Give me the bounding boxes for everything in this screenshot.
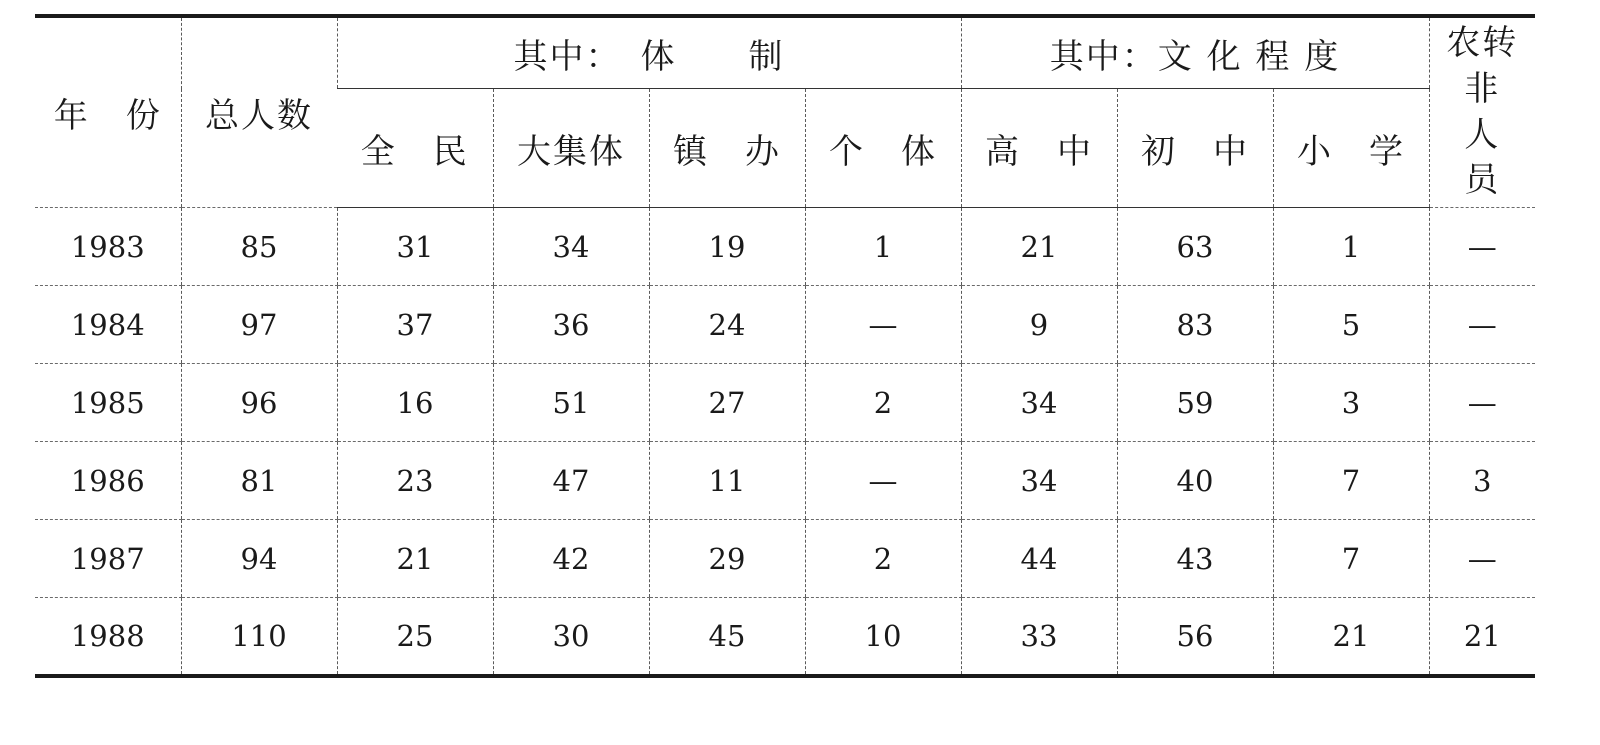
cell-zhenban: 24 <box>649 286 805 364</box>
cell-quanmin: 16 <box>337 364 493 442</box>
cell-quanmin: 37 <box>337 286 493 364</box>
cell-zhenban: 19 <box>649 208 805 286</box>
header-nonfarm-line1: 农转非 <box>1446 22 1519 109</box>
cell-year: 1987 <box>35 520 181 598</box>
cell-quanmin: 21 <box>337 520 493 598</box>
cell-dajiti: 36 <box>493 286 649 364</box>
header-total: 总人数 <box>181 16 337 208</box>
header-group-education: 其中：文 化 程 度 <box>961 16 1429 89</box>
header-chuzhong: 初 中 <box>1117 89 1273 208</box>
cell-nonfarm: 21 <box>1429 598 1535 676</box>
table-row <box>35 364 1535 442</box>
cell-total: 97 <box>181 286 337 364</box>
cell-zhenban: 29 <box>649 520 805 598</box>
table-row <box>35 286 1535 364</box>
cell-quanmin: 31 <box>337 208 493 286</box>
cell-gaozhong: 33 <box>961 598 1117 676</box>
cell-total: 96 <box>181 364 337 442</box>
cell-year: 1984 <box>35 286 181 364</box>
cell-chuzhong: 83 <box>1117 286 1273 364</box>
cell-geti: 2 <box>805 520 961 598</box>
cell-nonfarm: — <box>1429 364 1535 442</box>
cell-gaozhong: 34 <box>961 442 1117 520</box>
cell-dajiti: 51 <box>493 364 649 442</box>
header-nonfarm-line2: 人 员 <box>1464 114 1537 201</box>
table-row <box>35 520 1535 598</box>
header-xiaoxue: 小 学 <box>1273 89 1429 208</box>
cell-quanmin: 23 <box>337 442 493 520</box>
cell-geti: 1 <box>805 208 961 286</box>
table-body <box>35 208 1535 676</box>
header-zhenban: 镇 办 <box>649 89 805 208</box>
cell-quanmin: 25 <box>337 598 493 676</box>
header-group-system: 其中： 体 制 <box>337 16 961 89</box>
cell-zhenban: 45 <box>649 598 805 676</box>
cell-xiaoxue: 3 <box>1273 364 1429 442</box>
cell-dajiti: 30 <box>493 598 649 676</box>
cell-chuzhong: 63 <box>1117 208 1273 286</box>
cell-zhenban: 11 <box>649 442 805 520</box>
cell-chuzhong: 43 <box>1117 520 1273 598</box>
cell-gaozhong: 34 <box>961 364 1117 442</box>
cell-nonfarm: — <box>1429 286 1535 364</box>
cell-xiaoxue: 5 <box>1273 286 1429 364</box>
statistics-table-container <box>35 14 1535 678</box>
cell-nonfarm: — <box>1429 208 1535 286</box>
header-nonfarm <box>1429 16 1535 208</box>
cell-geti: 2 <box>805 364 961 442</box>
cell-zhenban: 27 <box>649 364 805 442</box>
cell-chuzhong: 40 <box>1117 442 1273 520</box>
cell-geti: — <box>805 286 961 364</box>
cell-total: 94 <box>181 520 337 598</box>
cell-year: 1985 <box>35 364 181 442</box>
header-gaozhong: 高 中 <box>961 89 1117 208</box>
cell-year: 1986 <box>35 442 181 520</box>
cell-chuzhong: 59 <box>1117 364 1273 442</box>
table-row <box>35 442 1535 520</box>
header-dajiti: 大集体 <box>493 89 649 208</box>
cell-xiaoxue: 1 <box>1273 208 1429 286</box>
cell-year: 1988 <box>35 598 181 676</box>
header-year: 年 份 <box>35 16 181 208</box>
cell-year: 1983 <box>35 208 181 286</box>
header-geti: 个 体 <box>805 89 961 208</box>
cell-nonfarm: — <box>1429 520 1535 598</box>
cell-xiaoxue: 21 <box>1273 598 1429 676</box>
header-quanmin: 全 民 <box>337 89 493 208</box>
cell-gaozhong: 44 <box>961 520 1117 598</box>
cell-total: 85 <box>181 208 337 286</box>
cell-xiaoxue: 7 <box>1273 520 1429 598</box>
table-header <box>35 16 1535 208</box>
cell-gaozhong: 9 <box>961 286 1117 364</box>
cell-dajiti: 42 <box>493 520 649 598</box>
table-row <box>35 208 1535 286</box>
cell-dajiti: 47 <box>493 442 649 520</box>
cell-gaozhong: 21 <box>961 208 1117 286</box>
statistics-table <box>35 14 1535 678</box>
cell-geti: 10 <box>805 598 961 676</box>
cell-dajiti: 34 <box>493 208 649 286</box>
cell-chuzhong: 56 <box>1117 598 1273 676</box>
cell-geti: — <box>805 442 961 520</box>
table-row <box>35 598 1535 676</box>
cell-total: 81 <box>181 442 337 520</box>
cell-nonfarm: 3 <box>1429 442 1535 520</box>
cell-xiaoxue: 7 <box>1273 442 1429 520</box>
cell-total: 110 <box>181 598 337 676</box>
header-row-1 <box>35 16 1535 89</box>
